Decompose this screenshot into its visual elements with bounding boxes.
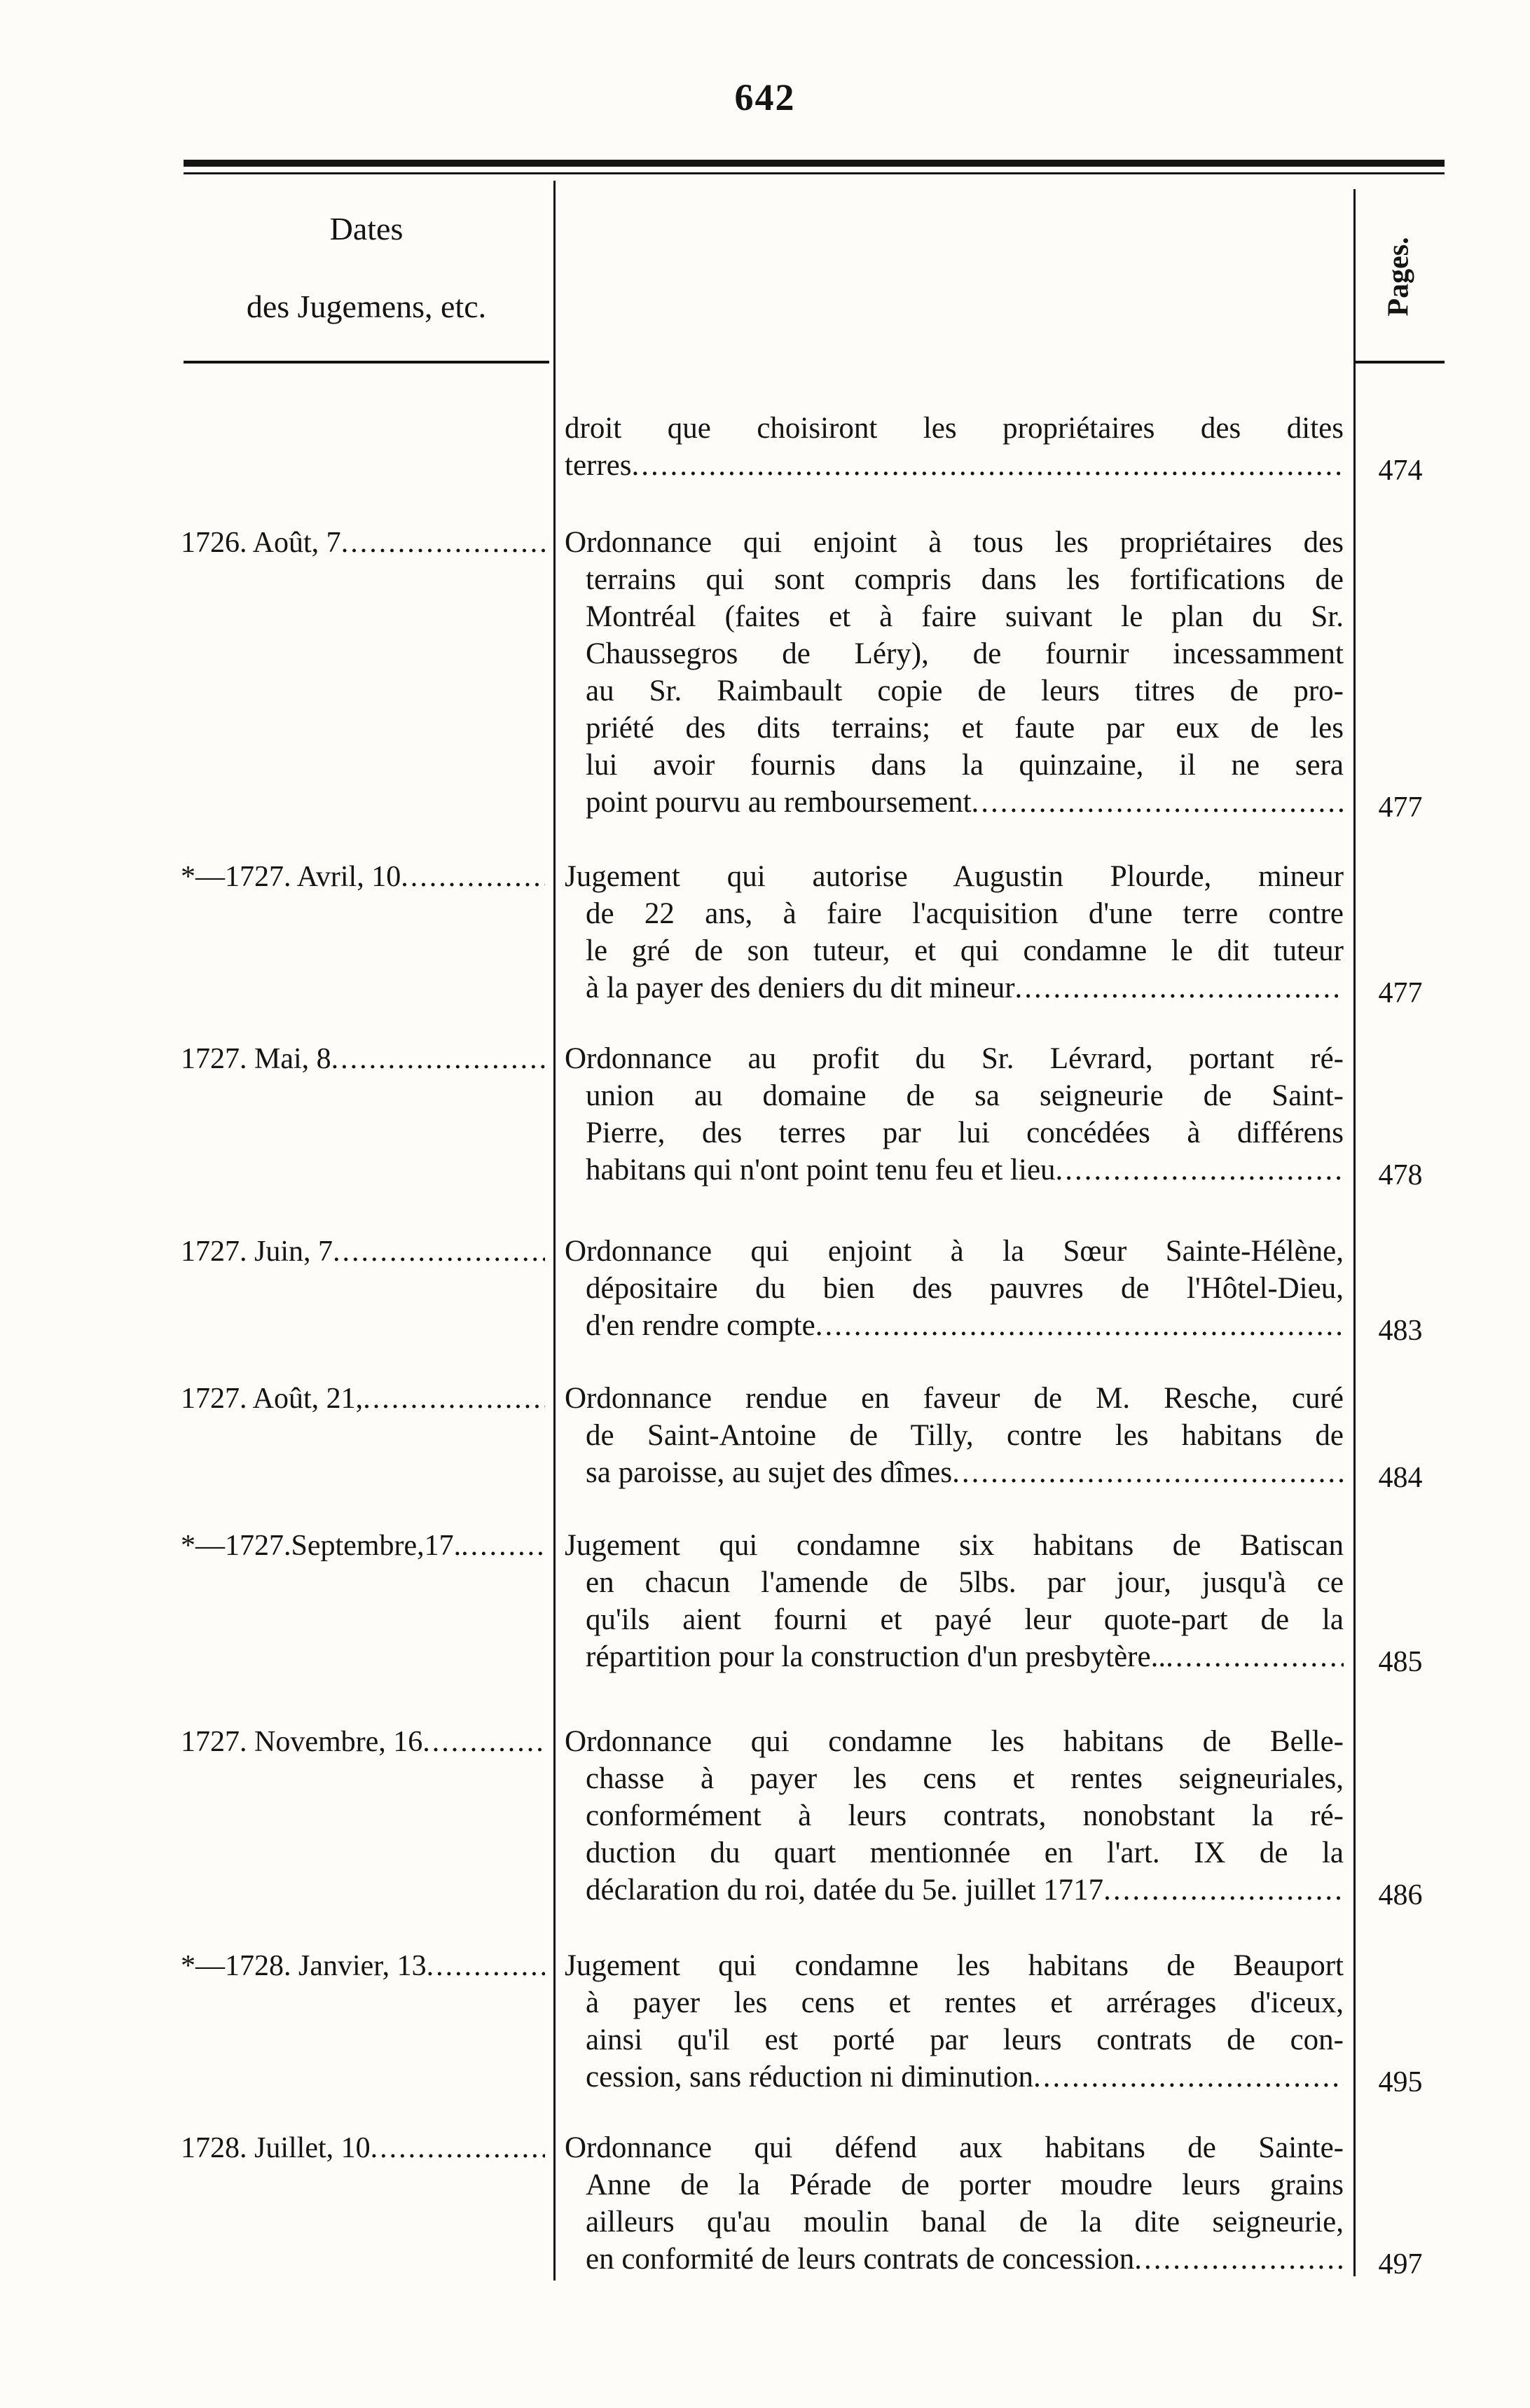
header-rule-thin bbox=[184, 172, 1445, 174]
entry-line: le gré de son tuteur, et qui condamne le dit tuteur bbox=[586, 934, 1344, 967]
entry-line bbox=[565, 1151, 1344, 1189]
leader-dots bbox=[461, 1527, 545, 1565]
leader-dots bbox=[427, 1947, 545, 1985]
entry-date-text: *—1727.Septembre,17. bbox=[181, 1530, 462, 1562]
entry-line: ailleurs qu'au moulin banal de la dite seigneurie, bbox=[586, 2206, 1344, 2239]
entry-date bbox=[181, 1233, 545, 1271]
entry-page-number: 477 bbox=[1378, 791, 1423, 824]
entry-line: dépositaire du bien des pauvres de l'Hôtel-Dieu, bbox=[586, 1272, 1344, 1305]
entry-line: duction du quart mentionnée en l'art. IX de la bbox=[586, 1836, 1344, 1869]
entry-date bbox=[181, 1947, 545, 1985]
entry-line: qu'ils aient fourni et payé leur quote-part de la bbox=[586, 1603, 1344, 1636]
entry-line: Chaussegros de Léry), de fournir incessamment bbox=[586, 637, 1344, 670]
leader-dots bbox=[363, 1380, 545, 1418]
column-header-rule-right bbox=[1355, 361, 1445, 364]
column-header-pages bbox=[1352, 228, 1446, 326]
entry-line: Jugement qui autorise Augustin Plourde, mineur bbox=[565, 860, 1344, 893]
entry-line-text: point pourvu au remboursement bbox=[586, 786, 972, 819]
entry-line-text: répartition pour la construction d'un presbytère.. bbox=[586, 1640, 1166, 1673]
entry-date-text: 1726. Août, 7 bbox=[181, 527, 341, 559]
entry-line: au Sr. Raimbault copie de leurs titres de pro- bbox=[586, 674, 1344, 707]
leader-dots bbox=[333, 1233, 545, 1271]
entry-date-text: *—1728. Janvier, 13 bbox=[181, 1950, 427, 1982]
entry-description bbox=[565, 1947, 1344, 2096]
entry-line: chasse à payer les cens et rentes seigneuriales, bbox=[586, 1762, 1344, 1795]
entry-line: Ordonnance qui condamne les habitans de Belle- bbox=[565, 1725, 1344, 1758]
entry-date bbox=[181, 1040, 545, 1078]
entry-line: Ordonnance rendue en faveur de M. Resche, curé bbox=[565, 1382, 1344, 1415]
entry-line: en chacun l'amende de 5lbs. par jour, jusqu'à ce bbox=[586, 1566, 1344, 1599]
entry-date bbox=[181, 1380, 545, 1418]
pages-header-label: Pages. bbox=[1383, 237, 1415, 317]
entry-line-text: cession, sans réduction ni diminution bbox=[586, 2061, 1033, 2094]
entry-line: priété des dits terrains; et faute par eux de les bbox=[586, 712, 1344, 745]
header-rule-thick bbox=[184, 160, 1445, 167]
entry-line-text: d'en rendre compte bbox=[586, 1309, 815, 1342]
entry-line: union au domaine de sa seigneurie de Saint- bbox=[586, 1079, 1344, 1112]
leader-dots bbox=[1015, 969, 1344, 1006]
entry-line: Pierre, des terres par lui concédées à différens bbox=[586, 1116, 1344, 1149]
entry-line bbox=[565, 447, 1344, 484]
leader-dots bbox=[422, 1723, 545, 1761]
entry-description bbox=[565, 1040, 1344, 1189]
entry-line: Jugement qui condamne six habitans de Batiscan bbox=[565, 1529, 1344, 1562]
leader-dots bbox=[632, 447, 1344, 484]
entry-page-number: 486 bbox=[1378, 1879, 1423, 1911]
dates-header-line2: des Jugemens, etc. bbox=[246, 289, 487, 324]
entry-date-text: 1727. Juin, 7 bbox=[181, 1236, 333, 1268]
column-header-rule-left bbox=[184, 361, 549, 364]
entry-page-number: 474 bbox=[1378, 455, 1423, 487]
entry-line-text: terres bbox=[565, 449, 632, 482]
entry-line bbox=[565, 784, 1344, 821]
entry-line: Montréal (faites et à faire suivant le plan du Sr. bbox=[586, 600, 1344, 633]
entry-page-number: 484 bbox=[1378, 1462, 1423, 1494]
entry-description bbox=[565, 524, 1344, 821]
leader-dots bbox=[401, 858, 545, 896]
entry-line: Ordonnance qui défend aux habitans de Sainte- bbox=[565, 2131, 1344, 2164]
leader-dots bbox=[1166, 1638, 1344, 1675]
entry-line-text: sa paroisse, au sujet des dîmes bbox=[586, 1456, 953, 1489]
leader-dots bbox=[952, 1454, 1344, 1491]
entry-date bbox=[181, 858, 545, 896]
entry-date-text: 1727. Novembre, 16 bbox=[181, 1726, 423, 1758]
entry-date-text: *—1727. Avril, 10 bbox=[181, 861, 401, 893]
entry-description bbox=[565, 410, 1344, 484]
entry-description bbox=[565, 1380, 1344, 1491]
entry-line: de 22 ans, à faire l'acquisition d'une terre contre bbox=[586, 897, 1344, 930]
entry-line bbox=[565, 2058, 1344, 2096]
entry-line bbox=[565, 1638, 1344, 1675]
entry-page-number: 477 bbox=[1378, 977, 1423, 1009]
entry-line: terrains qui sont compris dans les fortifications de bbox=[586, 563, 1344, 596]
entry-date bbox=[181, 524, 545, 562]
page-number: 642 bbox=[734, 76, 796, 118]
entry-description bbox=[565, 2129, 1344, 2278]
leader-dots bbox=[815, 1307, 1344, 1344]
entry-line: à payer les cens et rentes et arrérages d'iceux, bbox=[586, 1986, 1344, 2019]
entry-line: droit que choisiront les propriétaires des dites bbox=[565, 412, 1344, 445]
entry-line: Jugement qui condamne les habitans de Beauport bbox=[565, 1949, 1344, 1982]
entry-date-text: 1728. Juillet, 10 bbox=[181, 2132, 371, 2164]
entry-description bbox=[565, 1723, 1344, 1909]
entry-line-text: habitans qui n'ont point tenu feu et lieu bbox=[586, 1154, 1056, 1186]
entry-date bbox=[181, 1527, 545, 1565]
entry-date bbox=[181, 1723, 545, 1761]
entry-line bbox=[565, 1871, 1344, 1909]
entry-page-number: 478 bbox=[1378, 1159, 1423, 1191]
leader-dots bbox=[1134, 2241, 1344, 2278]
entry-page-number: 485 bbox=[1378, 1646, 1423, 1678]
entry-line bbox=[565, 1454, 1344, 1491]
entry-page-number: 483 bbox=[1378, 1315, 1423, 1347]
entry-date-text: 1727. Août, 21, bbox=[181, 1383, 364, 1415]
entry-line: Ordonnance qui enjoint à la Sœur Sainte-Hélène, bbox=[565, 1235, 1344, 1268]
entry-line: lui avoir fournis dans la quinzaine, il ne sera bbox=[586, 749, 1344, 782]
entry-line bbox=[565, 1307, 1344, 1344]
leader-dots bbox=[972, 784, 1344, 821]
entry-line: conformément à leurs contrats, nonobstant la ré- bbox=[586, 1799, 1344, 1832]
leader-dots bbox=[341, 524, 545, 562]
entry-description bbox=[565, 1233, 1344, 1344]
entry-description bbox=[565, 858, 1344, 1006]
entry-line bbox=[565, 969, 1344, 1006]
column-divider-left bbox=[553, 181, 556, 2281]
entry-line: de Saint-Antoine de Tilly, contre les habitans de bbox=[586, 1419, 1344, 1452]
entry-date-text: 1727. Mai, 8 bbox=[181, 1043, 331, 1075]
entry-line-text: à la payer des deniers du dit mineur bbox=[586, 971, 1015, 1004]
entry-date bbox=[181, 2129, 545, 2167]
entry-line: Anne de la Pérade de porter moudre leurs grains bbox=[586, 2168, 1344, 2201]
entry-page-number: 497 bbox=[1378, 2248, 1423, 2281]
entry-line: Ordonnance qui enjoint à tous les propriétaires des bbox=[565, 526, 1344, 559]
leader-dots bbox=[1033, 2058, 1344, 2096]
entry-line: ainsi qu'il est porté par leurs contrats de con- bbox=[586, 2023, 1344, 2056]
leader-dots bbox=[371, 2129, 545, 2167]
column-header-dates bbox=[184, 210, 549, 325]
leader-dots bbox=[1056, 1151, 1344, 1189]
entry-line bbox=[565, 2241, 1344, 2278]
entry-line-text: en conformité de leurs contrats de concession bbox=[586, 2243, 1135, 2276]
entry-line: Ordonnance au profit du Sr. Lévrard, portant ré- bbox=[565, 1042, 1344, 1075]
entry-description bbox=[565, 1527, 1344, 1675]
entry-page-number: 495 bbox=[1378, 2066, 1423, 2098]
entry-line-text: déclaration du roi, datée du 5e. juillet 1717 bbox=[586, 1874, 1104, 1907]
column-divider-right bbox=[1353, 189, 1356, 2276]
dates-header-line1: Dates bbox=[329, 211, 404, 247]
leader-dots bbox=[331, 1040, 545, 1078]
leader-dots bbox=[1103, 1871, 1344, 1909]
